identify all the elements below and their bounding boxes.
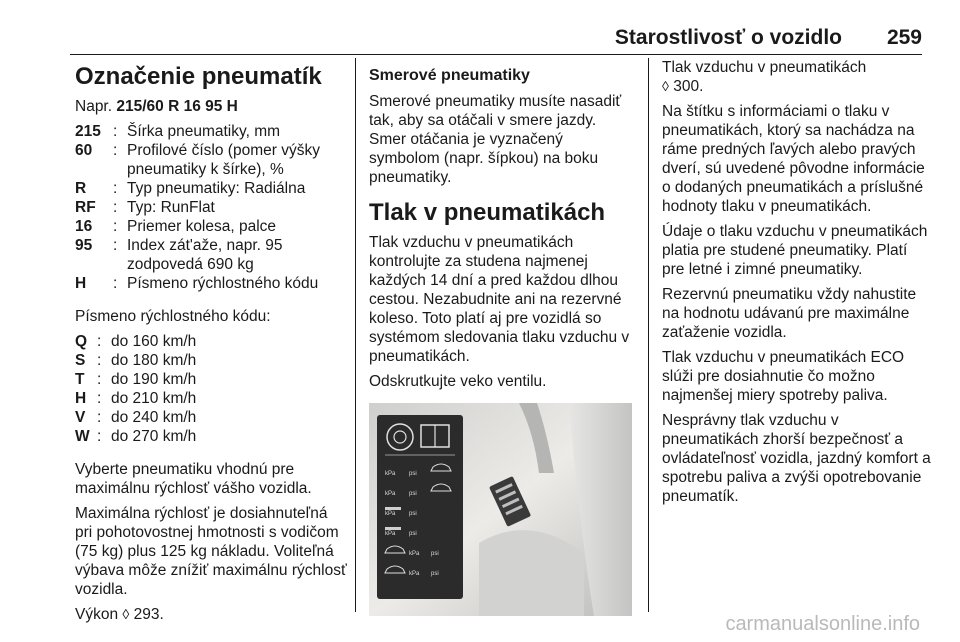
label-unit-kpa-5: kPa — [409, 551, 420, 557]
column-3 — [662, 58, 932, 512]
label-unit-kpa-6: kPa — [409, 571, 420, 577]
label-unit-psi-3: psi — [409, 511, 417, 517]
speed-intro: Písmeno rýchlostného kódu: — [75, 308, 271, 325]
speed-code-row — [75, 332, 196, 351]
tire-code-row — [75, 274, 347, 293]
performance-page-ref[interactable]: 293. — [133, 606, 164, 623]
speed-code-colon: : — [97, 409, 102, 426]
speed-code-key: Q — [75, 333, 88, 350]
label-unit-kpa-2: kPa — [385, 491, 396, 497]
label-unit-kpa-4: kPa — [385, 531, 396, 537]
paragraph-spare-tire: Rezervnú pneumatiku vždy nahustite na hodnotu udávanú pre maximálne zaťaženie vozidla. — [662, 286, 917, 341]
speed-code-row — [75, 370, 196, 389]
label-unit-kpa-1: kPa — [385, 471, 396, 477]
speed-code-key: S — [75, 352, 86, 369]
tire-code-desc: Typ pneumatiky: Radiálna — [127, 180, 306, 197]
speed-code-table — [75, 332, 196, 446]
speed-code-colon: : — [97, 428, 102, 445]
door-sill — [479, 530, 584, 616]
tire-code-key: 215 — [75, 123, 101, 140]
paragraph-pressure-ref — [662, 58, 932, 96]
example-prefix: Napr. — [75, 98, 113, 115]
paragraph-max-speed: Maximálna rýchlosť je dosiahnuteľná pri pohotovostnej hmotnosti s vodičom (75 kg) plus 125 kg nákladu. Voliteľná výbava môže znížiť maximálnu rýchlosť vozidla. — [75, 505, 347, 598]
tire-code-desc: Priemer kolesa, palce — [127, 218, 277, 235]
tire-code-table — [75, 122, 347, 293]
page-number: 259 — [886, 26, 922, 49]
pressure-label-large — [377, 415, 463, 599]
tire-code-key: 60 — [75, 142, 93, 159]
label-unit-psi-5: psi — [431, 551, 439, 557]
column-divider-2 — [648, 58, 649, 612]
section-heading-tire-marking: Označenie pneumatík — [75, 63, 322, 90]
speed-code-row — [75, 351, 196, 370]
column-2 — [369, 58, 634, 616]
tire-code-colon: : — [113, 123, 118, 140]
speed-code-colon: : — [97, 333, 102, 350]
tire-code-key: 95 — [75, 237, 93, 254]
tire-code-row — [75, 179, 347, 198]
paragraph-valve-cap: Odskrutkujte veko ventilu. — [369, 373, 547, 390]
door-frame-illustration — [369, 403, 632, 616]
speed-code-desc: do 240 km/h — [111, 409, 197, 426]
paragraph-choose-tire: Vyberte pneumatiku vhodnú pre maximálnu rýchlosť vášho vozidla. — [75, 461, 312, 497]
tire-code-key: RF — [75, 199, 96, 216]
paragraph-eco-pressure: Tlak vzduchu v pneumatikách ECO slúži pre dosiahnutie čo možno najmenšej miery spotreby paliva. — [662, 349, 905, 404]
page-ref-arrow-icon: ◊ — [662, 78, 669, 94]
speed-code-row — [75, 389, 196, 408]
tire-pressure-label-photo — [369, 403, 632, 616]
section-heading-tire-pressure: Tlak v pneumatikách — [369, 199, 606, 226]
column-1 — [75, 58, 347, 630]
watermark: carmanualsonline.info — [725, 613, 920, 635]
paragraph-wrong-pressure: Nesprávny tlak vzduchu v pneumatikách zhorší bezpečnosť a ovládateľnosť vozidla, jazdný komfort a spotrebu paliva a zvýši opotrebovanie pneumatík. — [662, 412, 931, 505]
column-divider-1 — [355, 58, 356, 612]
tire-code-key: R — [75, 180, 87, 197]
speed-code-colon: : — [97, 390, 102, 407]
tire-code-key: 16 — [75, 218, 93, 235]
label-unit-psi-2: psi — [409, 491, 417, 497]
page-ref-arrow-icon: ◊ — [122, 606, 130, 622]
tire-code-desc: Písmeno rýchlostného kódu — [127, 275, 319, 292]
speed-code-row — [75, 408, 196, 427]
tire-code-desc: Typ: RunFlat — [127, 199, 215, 216]
page-header — [70, 22, 922, 54]
speed-code-colon: : — [97, 352, 102, 369]
tire-code-colon: : — [113, 199, 118, 216]
label-unit-psi-1: psi — [409, 471, 417, 477]
speed-code-desc: do 160 km/h — [111, 333, 197, 350]
speed-code-row — [75, 427, 196, 446]
paragraph-label-location: Na štítku s informáciami o tlaku v pneumatikách, ktorý sa nachádza na ráme predných ľavých alebo pravých dverí, sú uvedené pôvodne informácie o dodaných pneumatikách a príslušné hodnoty tlaku v pneumatikách. — [662, 103, 925, 215]
tire-code-row — [75, 236, 347, 274]
header-rule — [70, 54, 922, 55]
performance-label: Výkon — [75, 606, 119, 623]
label-unit-psi-6: psi — [431, 571, 439, 577]
tire-code-desc: Profilové číslo (pomer výšky pneumatiky k šírke), % — [127, 142, 320, 178]
speed-code-desc: do 190 km/h — [111, 371, 197, 388]
speed-code-colon: : — [97, 371, 102, 388]
tire-code-colon: : — [113, 180, 118, 197]
tire-code-colon: : — [113, 237, 118, 254]
tire-code-colon: : — [113, 142, 118, 159]
tire-code-row — [75, 141, 347, 179]
label-unit-psi-4: psi — [409, 531, 417, 537]
pressure-page-ref[interactable]: 300. — [673, 78, 704, 95]
label-unit-kpa-3: kPa — [385, 511, 396, 517]
tire-code-row — [75, 198, 347, 217]
paragraph-check-pressure: Tlak vzduchu v pneumatikách kontrolujte za studena najmenej každých 14 dní a pred každou dlhou cestou. Nezabudnite ani na rezervné koleso. Toto platí aj pre vozidlá so systémom sledovania tlaku vzduchu v pneumatikách. — [369, 234, 630, 365]
tire-code-row — [75, 122, 347, 141]
speed-code-key: W — [75, 428, 90, 445]
sub-heading-directional-tires: Smerové pneumatiky — [369, 67, 530, 84]
page-title: Starostlivosť o vozidlo — [614, 26, 842, 49]
example-code: 215/60 R 16 95 H — [116, 98, 238, 115]
speed-code-key: T — [75, 371, 85, 388]
tire-code-desc: Index zát'aže, napr. 95 zodpovedá 690 kg — [127, 237, 283, 273]
tire-code-colon: : — [113, 218, 118, 235]
speed-code-key: H — [75, 390, 87, 407]
speed-code-key: V — [75, 409, 86, 426]
paragraph-cold-tires: Údaje o tlaku vzduchu v pneumatikách platia pre studené pneumatiky. Platí pre letné i zimné pneumatiky. — [662, 223, 928, 278]
example-line — [75, 97, 347, 116]
paragraph-directional: Smerové pneumatiky musíte nasadiť tak, aby sa otáčali v smere jazdy. Smer otáčania je vyznačený symbolom (napr. šípkou) na boku pneumatiky. — [369, 93, 622, 186]
tire-code-colon: : — [113, 275, 118, 292]
speed-code-desc: do 210 km/h — [111, 390, 197, 407]
tire-code-key: H — [75, 275, 87, 292]
tire-code-row — [75, 217, 347, 236]
speed-code-desc: do 270 km/h — [111, 428, 197, 445]
tire-code-desc: Šírka pneumatiky, mm — [127, 123, 281, 140]
paragraph-performance — [75, 605, 347, 624]
speed-code-desc: do 180 km/h — [111, 352, 197, 369]
pressure-ref-label: Tlak vzduchu v pneumatikách — [662, 59, 867, 76]
